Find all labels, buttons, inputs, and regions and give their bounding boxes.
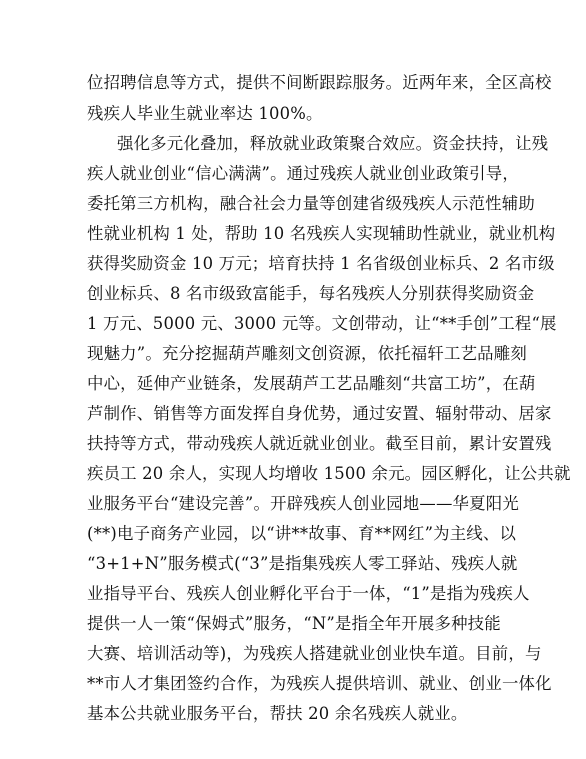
text-line: 委托第三方机构，融合社会力量等创建省级残疾人示范性辅助 bbox=[87, 194, 535, 213]
text-line: 获得奖励资金 10 万元；培育扶持 1 名省级创业标兵、2 名市级 bbox=[87, 254, 555, 273]
text-line: 疾员工 20 余人，实现人均增收 1500 余元。园区孵化，让公共就 bbox=[87, 464, 571, 483]
text-line: 业服务平台“建设完善”。开辟残疾人创业园地——华夏阳光 bbox=[87, 494, 519, 513]
text-line: (**)电子商务产业园，以“讲**故事、育**网红”为主线、以 bbox=[87, 524, 517, 543]
text-line: 位招聘信息等方式，提供不间断跟踪服务。近两年来，全区高校 bbox=[87, 73, 552, 92]
text-line: 大赛、培训活动等)，为残疾人搭建就业创业快车道。目前，与 bbox=[87, 644, 542, 663]
text-line: 1 万元、5000 元、3000 元等。文创带动，让“**手创”工程“展 bbox=[87, 314, 557, 333]
text-line: 扶持等方式，带动残疾人就近就业创业。截至目前，累计安置残 bbox=[87, 434, 552, 453]
text-line: 业指导平台、残疾人创业孵化平台于一体，“1”是指为残疾人 bbox=[87, 584, 530, 603]
text-line: 基本公共就业服务平台，帮扶 20 余名残疾人就业。 bbox=[87, 704, 468, 723]
text-line: 疾人就业创业“信心满满”。通过残疾人就业创业政策引导， bbox=[87, 164, 519, 183]
text-line: 中心，延伸产业链条，发展葫芦工艺品雕刻“共富工坊”，在葫 bbox=[87, 374, 536, 393]
text-line: 现魅力”。充分挖掘葫芦雕刻文创资源，依托福轩工艺品雕刻 bbox=[87, 344, 527, 363]
text-line: 创业标兵、8 名市级致富能手，每名残疾人分别获得奖励资金 bbox=[87, 284, 535, 303]
text-line: 性就业机构 1 处，帮助 10 名残疾人实现辅助性就业，就业机构 bbox=[87, 224, 556, 243]
paragraph-first-line: 强化多元化叠加，释放就业政策聚合效应。资金扶持，让残 bbox=[117, 134, 549, 153]
text-line: 提供一人一策“保姆式”服务，“N”是指全年开展多种技能 bbox=[87, 614, 501, 633]
text-line: “3+1+N”服务模式(“3”是指集残疾人零工驿站、残疾人就 bbox=[87, 554, 518, 573]
text-line: 残疾人毕业生就业率达 100%。 bbox=[87, 104, 323, 123]
text-line: 芦制作、销售等方面发挥自身优势，通过安置、辐射带动、居家 bbox=[87, 404, 552, 423]
text-line: **市人才集团签约合作，为残疾人提供培训、就业、创业一体化 bbox=[87, 674, 552, 693]
